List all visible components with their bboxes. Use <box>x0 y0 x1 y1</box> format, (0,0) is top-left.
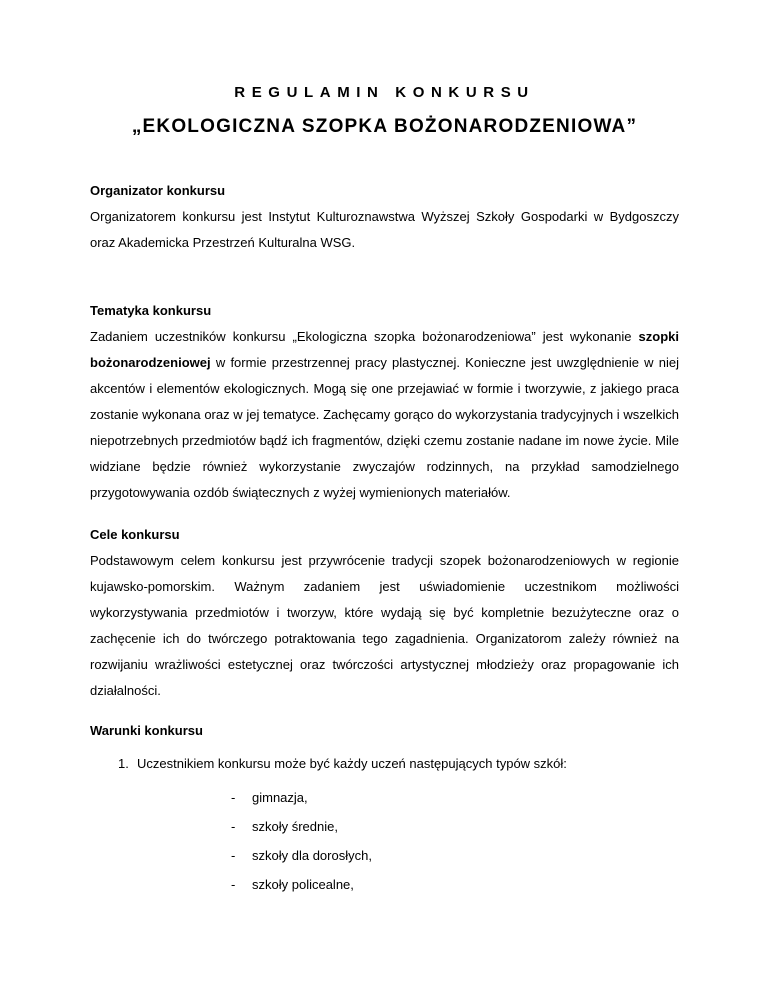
section-heading-topic: Tematyka konkursu <box>90 303 212 318</box>
section-heading-conditions: Warunki konkursu <box>90 723 203 738</box>
document-subtitle: „EKOLOGICZNA SZOPKA BOŻONARODZENIOWA” <box>131 116 638 137</box>
section-conditions <box>90 722 679 739</box>
topic-text-end: w formie przestrzennej pracy plastycznej. Konieczne jest uwzględnienie w niej akcentów i elementów ekologicznych. Mogą się one przejawiać w formie i tworzywie, z jakiego praca zostanie wykonana oraz w jej tematyce. Zachęcamy gorąco do wykorzystania tradycyjnych i wszelkich niepotrzebnych przedmiotów bądź ich fragmentów, dzięki czemu zostanie nadane im nowe życie. Mile widziane będzie również wykorzystanie zwyczajów rodzinnych, na przykład samodzielnego przygotowywania ozdób świątecznych z wyżej wymienionych materiałów. <box>90 355 679 500</box>
dash-marker: - <box>231 848 236 863</box>
list-item-number: 1. <box>118 756 129 771</box>
sub-list-item-text: szkoły dla dorosłych, <box>252 848 372 863</box>
section-heading-goals: Cele konkursu <box>90 527 180 542</box>
document-title: REGULAMIN KONKURSU <box>234 84 535 101</box>
section-topic <box>90 302 679 506</box>
topic-text-bold: szopki bożonarodzeniowej <box>90 329 679 370</box>
sub-list-item-text: gimnazja, <box>252 790 308 805</box>
section-text-organizer: Organizatorem konkursu jest Instytut Kulturoznawstwa Wyższej Szkoły Gospodarki w Bydgoszczy oraz Akademicka Przestrzeń Kulturalna WSG. <box>90 209 679 250</box>
section-heading-organizer: Organizator konkursu <box>90 183 226 198</box>
sub-list-item-text: szkoły policealne, <box>252 877 354 892</box>
section-text-topic <box>90 324 679 506</box>
list-item-text: Uczestnikiem konkursu może być każdy uczeń następujących typów szkół: <box>137 756 567 771</box>
topic-text-start: Zadaniem uczestników konkursu „Ekologiczna szopka bożonarodzeniowa” jest wykonanie <box>90 329 639 344</box>
section-text-goals: Podstawowym celem konkursu jest przywrócenie tradycji szopek bożonarodzeniowych w regionie kujawsko-pomorskim. Ważnym zadaniem jest uświadomienie uczestnikom możliwości wykorzystywania przedmiotów i tworzyw, które wydają się być kompletnie bezużyteczne oraz o zachęcenie ich do twórczego potraktowania tego zagadnienia. Organizatorom zależy również na rozwijaniu wrażliwości estetycznej oraz twórczości artystycznej młodzieży oraz propagowanie ich działalności. <box>90 553 679 698</box>
dash-marker: - <box>231 877 236 892</box>
sub-list-item-text: szkoły średnie, <box>252 819 338 834</box>
section-organizer <box>90 182 679 256</box>
section-goals <box>90 526 679 704</box>
dash-marker: - <box>231 819 236 834</box>
dash-marker: - <box>231 790 236 805</box>
